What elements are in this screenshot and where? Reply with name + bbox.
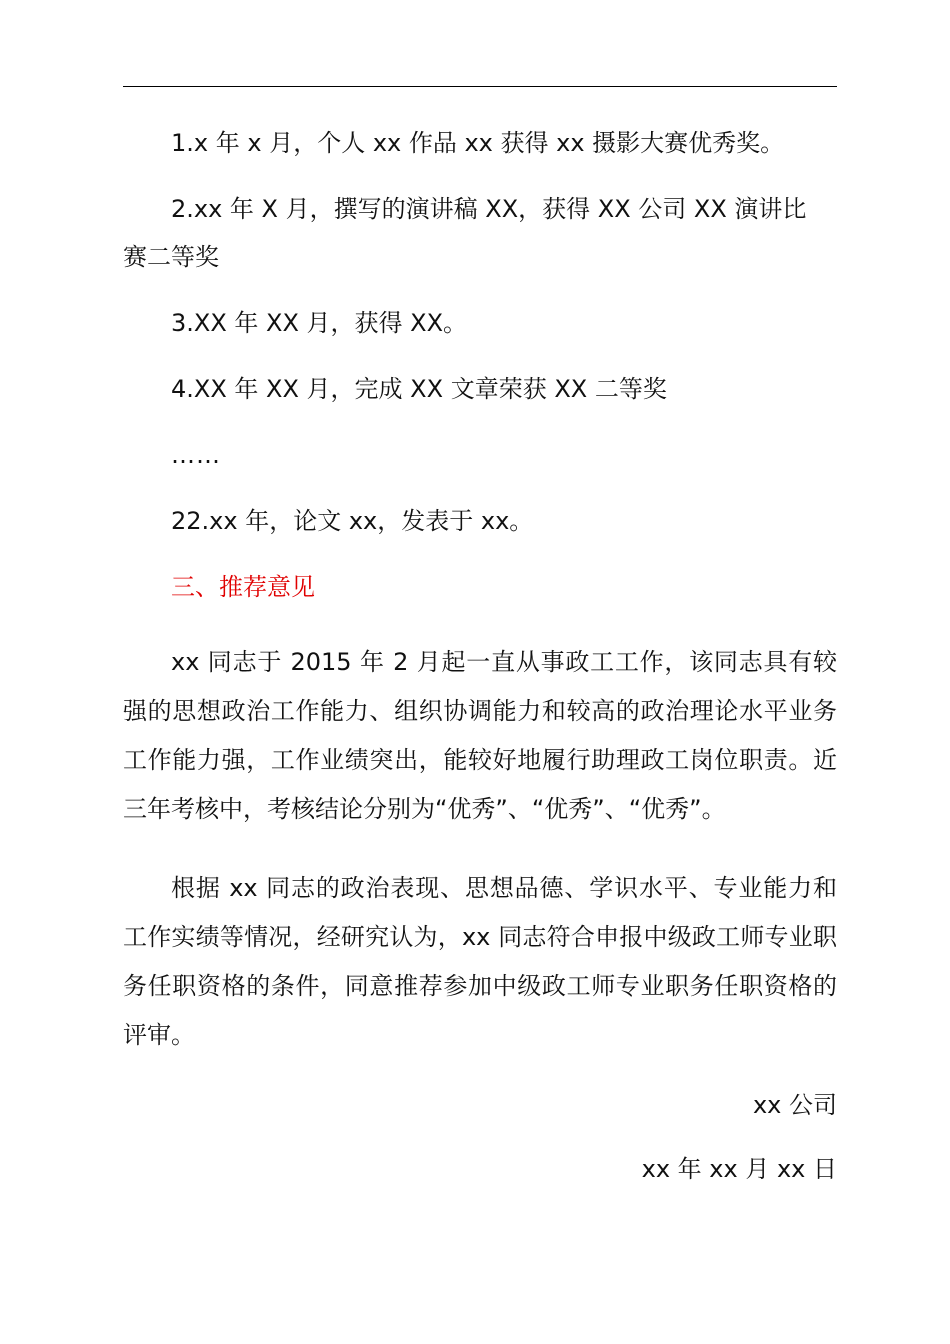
achievement-item-3: 3.XX 年 XX 月，获得 XX。 — [171, 309, 468, 337]
achievement-item-1: 1.x 年 x 月，个人 xx 作品 xx 获得 xx 摄影大赛优秀奖。 — [171, 129, 785, 157]
achievement-item-2-line-1: 2.xx 年 X 月，撰写的演讲稿 XX，获得 XX 公司 XX 演讲比 — [171, 195, 807, 223]
document-content — [123, 128, 837, 1184]
recommendation-paragraph-1: xx 同志于 2015 年 2 月起一直从事政工工作，该同志具有较强的思想政治工作能力、组织协调能力和较高的政治理论水平业务工作能力强，工作业绩突出，能较好地履行助理政工岗位职责。近三年考核中，考核结论分别为“优秀”、“优秀”、“优秀”。 — [123, 648, 837, 823]
signature-company: xx 公司 — [752, 1091, 837, 1119]
header-rule — [123, 86, 837, 87]
achievement-ellipsis: …… — [171, 441, 221, 469]
recommendation-paragraph-2: 根据 xx 同志的政治表现、思想品德、学识水平、专业能力和工作实绩等情况，经研究认为，xx 同志符合申报中级政工师专业职务任职资格的条件，同意推荐参加中级政工师专业职务任职资格的评审。 — [123, 874, 837, 1049]
section-heading: 三、推荐意见 — [171, 573, 315, 601]
achievement-item-4: 4.XX 年 XX 月，完成 XX 文章荣获 XX 二等奖 — [171, 375, 667, 403]
signature-date: xx 年 xx 月 xx 日 — [641, 1155, 837, 1183]
achievement-item-2 — [123, 194, 837, 272]
achievement-item-2-line-2: 赛二等奖 — [123, 243, 219, 271]
achievement-item-22: 22.xx 年，论文 xx，发表于 xx。 — [171, 507, 534, 535]
